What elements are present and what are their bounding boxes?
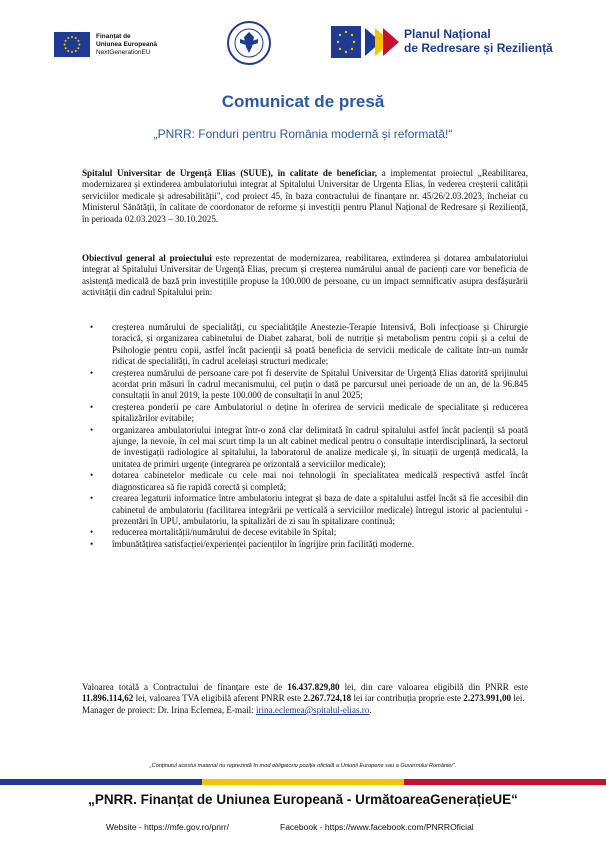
- bullet-icon: •: [90, 493, 94, 504]
- eu-funding-label: [96, 33, 157, 57]
- bullet-icon: •: [90, 538, 94, 549]
- bullet-icon: •: [90, 322, 94, 332]
- objective-bold: Obiectivul general al proiectului: [82, 253, 212, 263]
- financial-text: lei, valoarea TVA eligibilă aferent PNRR este: [133, 693, 304, 704]
- divider-yellow: [202, 779, 404, 785]
- list-item: [82, 493, 528, 527]
- list-item-text: crearea legaturii informatice între ambulatoriu integrat și baza de date a spitalului astfel încât să fie accesibil din cabinetul de ambulatoriu (facilitarea integrării pe verticală a serviciilor medicale) întregul istoric al pacientului - prezentări în UPU, ambulatoriu, la spitalizări de zi sau în spitalizare continuă;: [112, 493, 528, 526]
- pnrr-line1: Planul Național: [404, 27, 491, 41]
- financial-text: lei.: [511, 693, 525, 704]
- objective-text: este reprezentat de modernizarea, reabilitarea, extinderea și dotarea ambulatoriului integrat al Spitalului Universitar de Urgență Elias, precum și creșterea numărului anual de pacienți care vor beneficia de asistență medicală de bază prin investițiile propuse la 100.000 de persoane, cu un impact semnificativ asupra desfășurării activității din cadrul Spitalului prin:: [82, 253, 529, 298]
- intro-text: a implementat proiectul „Reabilitarea, modernizarea și extinderea ambulatoriului integrat al Spitalului Universitar de Urgenta Elias, în vederea creșterii calității serviciilor medicale și adresabilității", cod proiect 45, în baza contractului de finanțare nr. 45/26/2.03.2023, încheiat cu Ministerul Sănătății, în calitate de coordonator de reforme și investiții pentru Planul Național de Redresare și Reziliență, în perioada 02.03.2023 – 30.10.2025.: [82, 168, 528, 224]
- financial-text: lei, din care valoarea eligibilă din PNRR este: [339, 682, 528, 692]
- list-item: [82, 402, 528, 425]
- eu-flag-icon: [54, 32, 90, 57]
- eu-line2: Uniunea Europeană: [96, 41, 158, 48]
- eu-line1: Finanțat de: [96, 33, 131, 40]
- intro-paragraph: [82, 168, 528, 225]
- objectives-list: [82, 322, 528, 550]
- list-item: [82, 322, 528, 368]
- header: [0, 0, 606, 90]
- list-item-text: creșterea numărului de persoane care pot fi deservite de Spitalul Universitar de Urgență Elias datorită sprijinului acordat prin măsuri în cadrul mecanismului, cel puțin o dată pe parcursul unei perioade de un an, de la 96.845 consultații în anul 2019, la peste 100.000 de consultații în anul 2025;: [112, 367, 528, 401]
- list-item: [82, 470, 528, 493]
- website-link[interactable]: Website - https://mfe.gov.ro/pnrr/: [106, 822, 229, 832]
- manager-email-link[interactable]: irina.eclemea@spitalul-elias.ro: [255, 704, 370, 715]
- list-item: [82, 425, 528, 471]
- bullet-icon: •: [90, 424, 94, 435]
- divider-blue: [0, 779, 202, 785]
- pnrr-logo-icon: [331, 24, 399, 60]
- eu-line3: NextGenerationEU: [96, 49, 151, 56]
- list-item: [82, 368, 528, 402]
- page-subtitle: „PNRR: Fonduri pentru România modernă și reformată!“: [153, 127, 453, 141]
- financial-paragraph: [82, 682, 528, 716]
- divider-red: [404, 779, 606, 785]
- list-item-text: îmbunătățirea satisfacției/experienței pacienților în îngrijire prin facilități moderne.: [112, 538, 414, 549]
- list-item-text: dotarea cabinetelor medicale cu cele mai noi tehnologii în specialitatea medicală respectivă astfel încât diagnosticarea să fie rapidă corectă și completă;: [112, 470, 528, 492]
- manager-label: Manager de proiect: Dr. Irina Eclemea, E-mail:: [82, 704, 256, 715]
- financial-text: .: [369, 704, 372, 715]
- list-item-text: reducerea mortalității/numărului de decese evitabile în Spital;: [112, 527, 337, 538]
- government-logo-icon: [226, 20, 272, 66]
- vat-value: 2.267.724,18: [303, 693, 352, 704]
- disclaimer: „Conținutul acestui material nu reprezintă în mod obligatoriu poziția oficială a Uniunii Europene sau a Guvernului României".: [149, 763, 457, 769]
- footer-slogan: „PNRR. Finanțat de Uniunea Europeană - UrmătoareaGenerațieUE“: [88, 792, 518, 807]
- intro-bold: Spitalul Universitar de Urgență Elias (SUUE), în calitate de beneficiar,: [82, 168, 378, 178]
- tricolor-divider: [0, 779, 606, 785]
- objective-paragraph: [82, 253, 528, 299]
- bullet-icon: •: [90, 527, 94, 538]
- facebook-link[interactable]: Facebook - https://www.facebook.com/PNRROficial: [280, 822, 474, 832]
- bullet-icon: •: [90, 470, 94, 481]
- list-item-text: creșterea ponderii pe care Ambulatoriul o deține în oferirea de servicii medicale de specialitate și reducerea spitalizărilor evitabile;: [112, 401, 528, 424]
- financial-text: lei iar contribuția proprie este: [351, 693, 464, 704]
- list-item: [82, 539, 528, 550]
- page-title: Comunicat de presă: [221, 92, 385, 111]
- list-item-text: creșterea numărului de specialități, cu specialitățile Anestezie-Terapie Intensivă, Boli infecțioase și Chirurgie toracică, și organizarea cabinetului de Diabet zaharat, boli de nutriție și metabolism pentru copii și a celui de Psihologie pentru copii, astfel încât pacienții să poată beneficia de servicii medicale de calitate într-un număr ridicat de specialități, în cadrul aceleiași structuri medicale;: [112, 322, 528, 367]
- pnrr-label: [404, 27, 553, 55]
- eligible-value: 11.896.114,62: [82, 693, 134, 704]
- own-contribution-value: 2.273.991,00: [463, 693, 512, 704]
- bullet-icon: •: [90, 401, 94, 412]
- total-value: 16.437.829,80: [287, 682, 340, 692]
- financial-text: Valoarea totală a Contractului de finanțare este de: [82, 682, 288, 692]
- pnrr-line2: de Redresare și Reziliență: [404, 41, 553, 55]
- list-item-text: organizarea ambulatoriului integrat într-o zonă clar delimitată în cadrul spitalului astfel încât pacienții să poată ajunge, la nevoie, în cel mai scurt timp la un alt cabinet medical pentru o consultație interdisciplinară, la sectorul de investigații radiologice al spitalului, la laboratorul de analize medicale și, în situații de urgență medicală, la unitatea de primiri urgențe (integrarea pe orizontală a serviciilor medicale);: [112, 424, 528, 469]
- list-item: [82, 527, 528, 538]
- bullet-icon: •: [90, 367, 94, 378]
